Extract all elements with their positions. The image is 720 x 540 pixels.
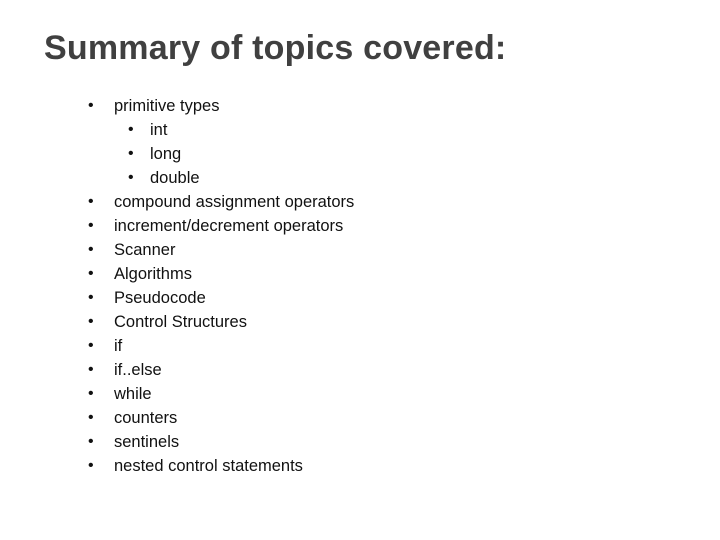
bullet-icon: •: [88, 385, 94, 402]
bullet-icon: •: [88, 217, 94, 234]
bullet-icon: •: [128, 145, 134, 162]
bullet-icon: •: [88, 433, 94, 450]
topic-label: Algorithms: [114, 265, 192, 283]
topic-label: while: [114, 385, 152, 403]
subtopic-label: int: [150, 121, 168, 139]
topic-label: if..else: [114, 361, 162, 379]
bullet-icon: •: [88, 289, 94, 306]
topic-label: increment/decrement operators: [114, 217, 344, 235]
topic-label: compound assignment operators: [114, 193, 355, 211]
bullet-icon: •: [88, 409, 94, 426]
topic-label: Scanner: [114, 241, 176, 259]
bullet-icon: •: [88, 265, 94, 282]
bullet-icon: •: [88, 457, 94, 474]
bullet-icon: •: [88, 337, 94, 354]
topic-label: sentinels: [114, 433, 180, 451]
topic-label: Pseudocode: [114, 289, 206, 307]
subtopic-label: long: [150, 145, 182, 163]
topic-label: Control Structures: [114, 313, 247, 331]
bullet-icon: •: [88, 361, 94, 378]
subtopic-label: double: [150, 169, 200, 187]
bullet-icon: •: [128, 169, 134, 186]
topic-label: primitive types: [114, 97, 220, 115]
bullet-icon: •: [88, 313, 94, 330]
topic-label: nested control statements: [114, 457, 303, 475]
bullet-icon: •: [88, 241, 94, 258]
bullet-icon: •: [88, 97, 94, 114]
bullet-icon: •: [128, 121, 134, 138]
bullet-icon: •: [88, 193, 94, 210]
slide-title: Summary of topics covered:: [44, 29, 507, 67]
topic-label: if: [114, 337, 123, 355]
topic-label: counters: [114, 409, 178, 427]
